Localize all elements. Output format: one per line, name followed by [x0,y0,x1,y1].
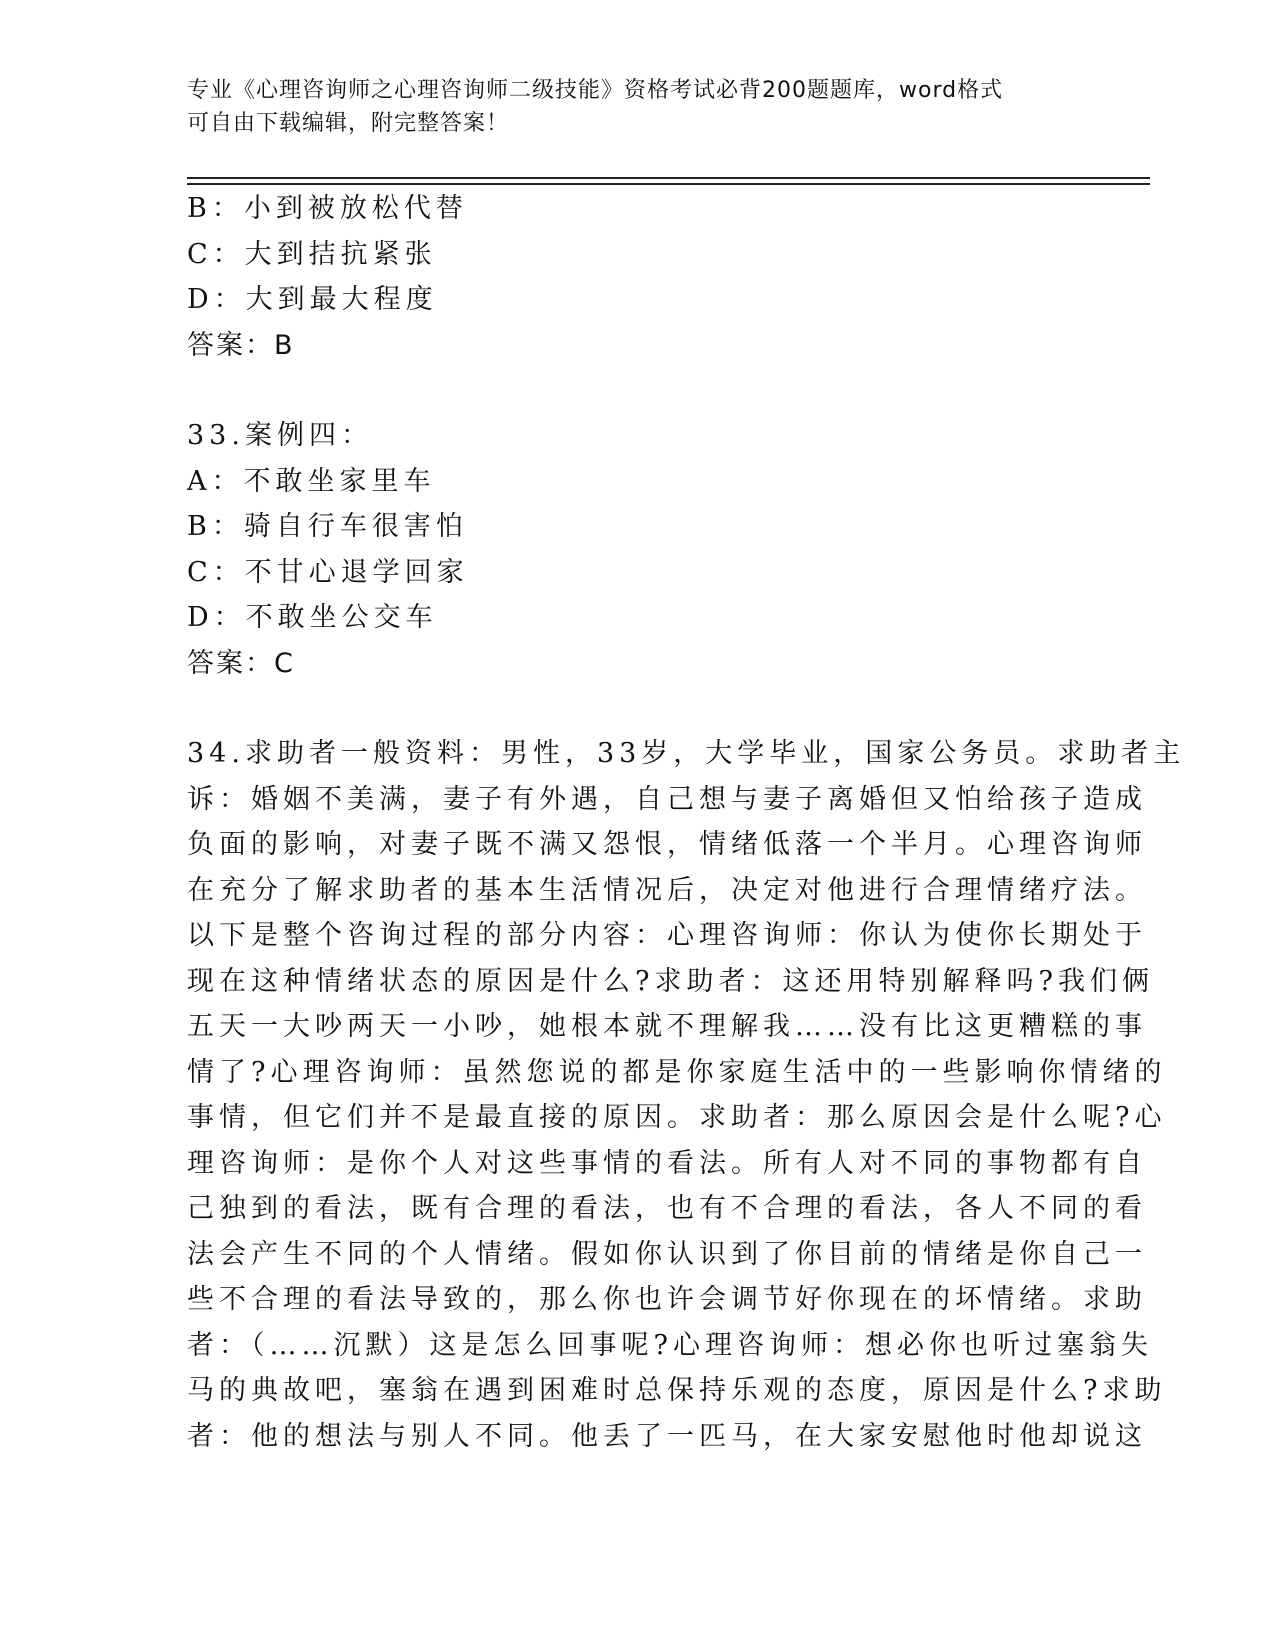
q34-line: 34.求助者一般资料：男性，33岁，大学毕业，国家公务员。求助者主 [187,738,1186,769]
q33-answer: 答案：C [187,647,295,679]
q34-line: 者：（……沉默）这是怎么回事呢?心理咨询师：想必你也听过塞翁失 [187,1329,1153,1361]
q32-answer: 答案：B [187,329,295,361]
header-rule-top [187,177,1150,179]
q34-line: 法会产生不同的个人情绪。假如你认识到了你目前的情绪是你自己一 [187,1238,1147,1270]
q34-line: 己独到的看法，既有合理的看法，也有不合理的看法，各人不同的看 [187,1193,1147,1224]
q34-line: 理咨询师：是你个人对这些事情的看法。所有人对不同的事物都有自 [187,1147,1147,1179]
spacer [187,368,1087,413]
q34-line: 者：他的想法与别人不同。他丢了一匹马，在大家安慰他时他却说这 [187,1420,1147,1452]
header-line-1: 专业《心理咨询师之心理咨询师二级技能》资格考试必背200题题库，word格式 [187,78,1004,103]
q33-stem: 33.案例四： [187,420,373,451]
header-rule-bottom [187,183,1150,185]
q34-line: 五天一大吵两天一小吵，她根本就不理解我……没有比这更糟糕的事 [187,1011,1147,1042]
q34-line: 现在这种情绪状态的原因是什么?求助者：这还用特别解释吗?我们俩 [187,965,1154,997]
q32-option-c: C：大到拮抗紧张 [187,238,437,270]
q34-line: 马的典故吧，塞翁在遇到困难时总保持乐观的态度，原因是什么?求助 [187,1375,1167,1406]
document-header [187,74,1067,140]
q34-stem [187,731,1186,1459]
document-body [187,186,1186,1459]
q34-line: 负面的影响，对妻子既不满又怨恨，情绪低落一个半月。心理咨询师 [187,829,1147,860]
q33-option-a: A：不敢坐家里车 [187,465,436,497]
q34-line: 以下是整个咨询过程的部分内容：心理咨询师：你认为使你长期处于 [187,920,1147,951]
spacer [187,686,1087,731]
q34-line: 些不合理的看法导致的，那么你也许会调节好你现在的坏情绪。求助 [187,1284,1147,1315]
q33-option-b: B：骑自行车很害怕 [187,511,468,542]
q32-option-b: B：小到被放松代替 [187,193,468,224]
q34-line: 事情，但它们并不是最直接的原因。求助者：那么原因会是什么呢?心 [187,1102,1167,1133]
q34-line: 诉：婚姻不美满，妻子有外遇，自己想与妻子离婚但又怕给孩子造成 [187,783,1147,815]
q33-option-d: D：不敢坐公交车 [187,602,438,633]
q34-line: 情了?心理咨询师：虽然您说的都是你家庭生活中的一些影响你情绪的 [187,1056,1167,1088]
header-line-2: 可自由下载编辑，附完整答案！ [187,111,510,136]
q34-line: 在充分了解求助者的基本生活情况后，决定对他进行合理情绪疗法。 [187,874,1147,906]
q33-option-c: C：不甘心退学回家 [187,556,469,588]
q32-option-d: D：大到最大程度 [187,284,438,315]
